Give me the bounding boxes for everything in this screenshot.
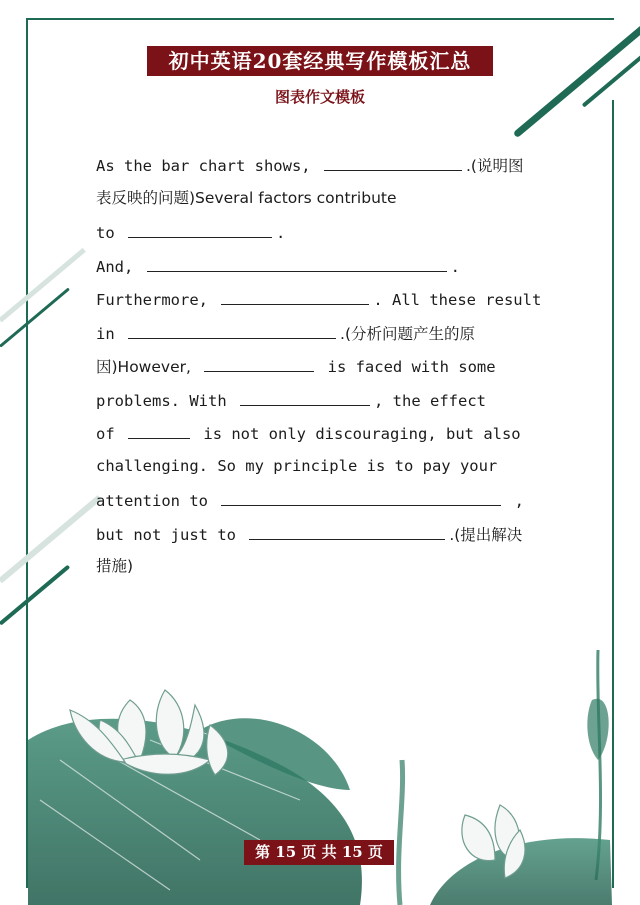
line-text: is not only discouraging, but also: [203, 425, 521, 443]
line-text: is faced with some: [327, 358, 496, 376]
line-text: Furthermore,: [96, 291, 208, 309]
lotus-stem: [399, 760, 403, 905]
line-text: attention to: [96, 492, 208, 510]
line-text: .(分析问题产生的原: [340, 324, 475, 343]
document-title: 初中英语20套经典写作模板汇总: [147, 46, 493, 76]
line-text: , the effect: [374, 391, 486, 410]
line-text: ,: [514, 492, 525, 510]
line-text: to: [96, 224, 115, 242]
line-text: in: [96, 324, 115, 343]
line-text: challenging. So my principle is to pay your: [96, 456, 498, 475]
line-text: 表反映的问题)Several factors contribute: [96, 188, 397, 207]
line-text: .: [450, 257, 461, 276]
page-number: 第 15 页 共 15 页: [244, 840, 394, 865]
line-text: problems. With: [96, 391, 227, 410]
line-text: .: [276, 224, 286, 242]
line-text: As the bar chart shows,: [96, 157, 311, 175]
lotus-leaf-right-edge: [587, 699, 608, 760]
line-text: . All these result: [373, 291, 542, 309]
line-text: And,: [96, 257, 134, 276]
document-subtitle: 图表作文模板: [274, 88, 365, 106]
line-text: .(提出解决: [449, 525, 523, 544]
line-text: 因)However,: [96, 358, 191, 376]
line-text: 措施): [96, 557, 134, 575]
line-text: but not just to: [96, 525, 236, 544]
line-text: .(说明图: [465, 157, 524, 175]
line-text: of: [96, 425, 115, 443]
